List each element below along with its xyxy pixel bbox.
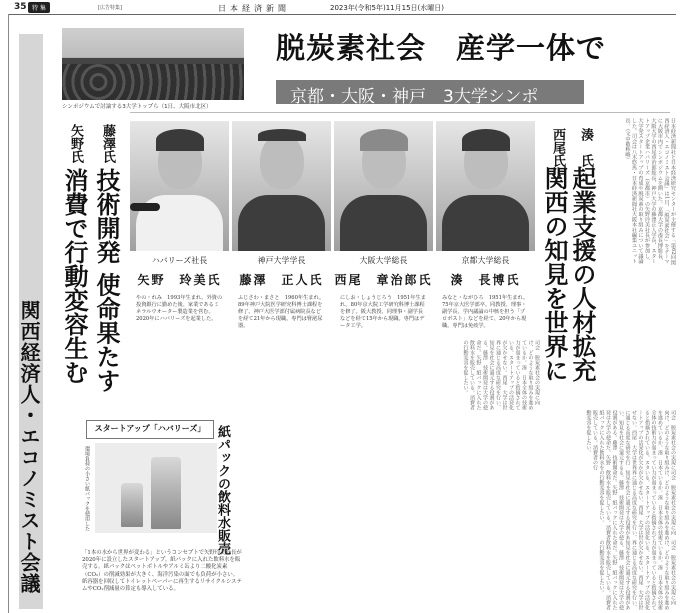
lead-paragraph: 日本経済新聞社と日本経済研究センターが主催する「第62回関西経済人・エコノミスト会議」は1日、「脱炭素社会」をテーマに大阪市内でシンポジウムを開いた。京都大学の湊長博総長、大阪大学の西尾章治郎総長、神戸大学の藤澤正人学長、スタートアップ企業ハバリーズ（京都市）の矢野玲美社長が参加し、大学発スタートアップの育成や脱炭素の取り組みについて議論した。司会は八木悠馬・日本経済新聞社大阪本社編集ユニット長。（文中敬称略）	[624, 118, 676, 266]
paper-name: 日本経済新聞	[218, 4, 290, 13]
microphone-icon	[130, 203, 160, 211]
product-photo-caption: 環境負荷の小さい紙パックを使用した	[84, 446, 90, 531]
photo-caption: シンポジウムで討論する3大学トップら（1日、大阪市北区）	[62, 104, 212, 110]
speaker-name-nishio: 西尾氏	[550, 128, 565, 167]
speaker-role: 大阪大学総長	[359, 256, 408, 265]
large-paper-pack	[151, 457, 181, 529]
subheadline: 京都・大阪・神戸 3大学シンポ	[290, 87, 539, 107]
portrait-yano	[130, 121, 229, 251]
article-body-row1: 司会 脱炭素社会の実現に向け、どのような取り組みを進めているか。湊 日本全体の技術力が弱まっていると指摘されている。スタートアップの活発化が欠かせない。西尾 大学は世界に通じる高度な研究を行い、知見を社会に還元する役割がある。藤澤 技術開発は大学の使命だ。矢野 紙パックに入れた飲料水を販売している。消費者の行動変容を促したい。	[462, 340, 540, 410]
article-body-row2: 司会 脱炭素社会の実現に向け、どのような取り組みを進めているか。湊 日本全体の技術力が弱まっていると指摘されている。スタートアップの活発化が欠かせない。西尾 大学は世界に通じる高度な研究を行い、知見を社会に還元する役割がある。藤澤 技術開発は大学の使命だ。矢野 紙パックに入れた飲料水を販売している。消費者の行動変容を促したい。	[598, 470, 676, 540]
speaker-name-yano: 矢野氏	[68, 124, 83, 163]
article-body-row1b: 司会 脱炭素社会の実現に向け、どのような取り組みを進めているか。湊 日本全体の技術力が弱まっていると指摘されている。スタートアップの活発化が欠かせない。西尾 大学は世界に通じる高度な研究を行い、知見を社会に還元する役割がある。藤澤 技術開発は大学の使命だ。矢野 紙パックに入れた飲料水を販売している。消費者の行動変容を促したい。	[585, 410, 676, 470]
section-badge: 特 集	[28, 2, 50, 13]
portrait-minato	[436, 121, 535, 251]
headline-minato: 起業支援の人材拡充	[568, 166, 597, 382]
speaker-name: 矢野 玲美氏	[137, 273, 222, 287]
small-paper-pack	[121, 483, 143, 527]
startup-body: 「1本の水から世界が変わる」というコンセプトで矢野玲美社長が2020年に設立したスタートアップ。紙パックに入れた飲料水を販売する。紙パックはペットボトルやアルミ缶より二酸化炭素（CO₂）の削減効果が大きく、海洋汚染の面でも負荷が小さい。紙容器を回収してトイレットペーパーに再生するリサイクルシステムやCO₂削減量の算定も導入している。	[82, 550, 242, 593]
speaker-name: 湊 長博氏	[450, 273, 521, 287]
speaker-name-fujisawa: 藤澤氏	[100, 124, 115, 163]
portrait-fujisawa	[232, 121, 331, 251]
speaker-bio: ふじさわ・まさと 1960年生まれ。89年神戸大院医学研究科博士課程を修了。神戸大医学部付属病院長などを経て21年から現職。専門は腎泌尿器。	[238, 295, 325, 329]
audience	[62, 64, 244, 100]
masthead	[0, 0, 680, 14]
speaker-bio: やの・れみ 1993年生まれ。外資の投資銀行に勤めた後、家業であるミネラルウオーター製造業を営む。2020年にハバリーズを起業した。	[136, 295, 223, 322]
main-headline: 脱炭素社会 産学一体で	[276, 31, 607, 65]
speaker-bio: にしお・しょうじろう 1951年生まれ。80年京大院工学研究科博士課程を修了。阪大教授、同理事・副学長などを経て15年から現職。専門はデータ工学。	[340, 295, 426, 329]
speaker-role: 京都大学総長	[461, 256, 510, 265]
article-body-row3: 司会 脱炭素社会の実現に向け、どのような取り組みを進めているか。湊 日本全体の技術力が弱まっていると指摘されている。スタートアップの活発化が欠かせない。西尾 大学は世界に通じる高度な研究を行い、知見を社会に還元する役割がある。藤澤 技術開発は大学の使命だ。矢野 紙パックに入れた飲料水を販売している。消費者の行動変容を促したい。	[598, 540, 676, 610]
speaker-bio: みなと・ながひろ 1951年生まれ。75年京大医学部卒。同教授、理事・副学長、学内議論の中核を担う「プロボスト」などを経て、20年から現職。専門は免疫学。	[442, 295, 529, 329]
speaker-role: ハバリーズ社長	[151, 256, 208, 265]
headline-nishio: 関西の知見を世界に	[540, 166, 569, 382]
masthead-rule	[8, 14, 676, 15]
ad-tag: [広告特集]	[98, 5, 122, 11]
speaker-role: 神戸大学学長	[257, 256, 306, 265]
issue-date: 2023年(令和5年)11月15日(水曜日)	[330, 4, 445, 12]
speaker-name-minato: 湊 氏	[578, 128, 593, 167]
speaker-name: 藤澤 正人氏	[239, 273, 324, 287]
side-banner-text: 関西経済人・エコノミスト会議	[17, 300, 41, 594]
portrait-nishio	[334, 121, 433, 251]
symposium-photo	[62, 28, 244, 100]
headline-fujisawa: 技術開発 使命果たす	[92, 168, 121, 393]
headline-yano: 消費で行動変容生む	[60, 168, 89, 384]
product-photo	[95, 443, 217, 533]
startup-label: スタートアップ「ハバリーズ」	[94, 424, 206, 433]
page-number: 35	[14, 2, 27, 12]
page-margin-rule	[8, 14, 9, 613]
startup-headline: 紙パックの飲料水販売	[215, 425, 230, 555]
divider	[130, 112, 670, 113]
speaker-name: 西尾 章治郎氏	[334, 273, 433, 287]
